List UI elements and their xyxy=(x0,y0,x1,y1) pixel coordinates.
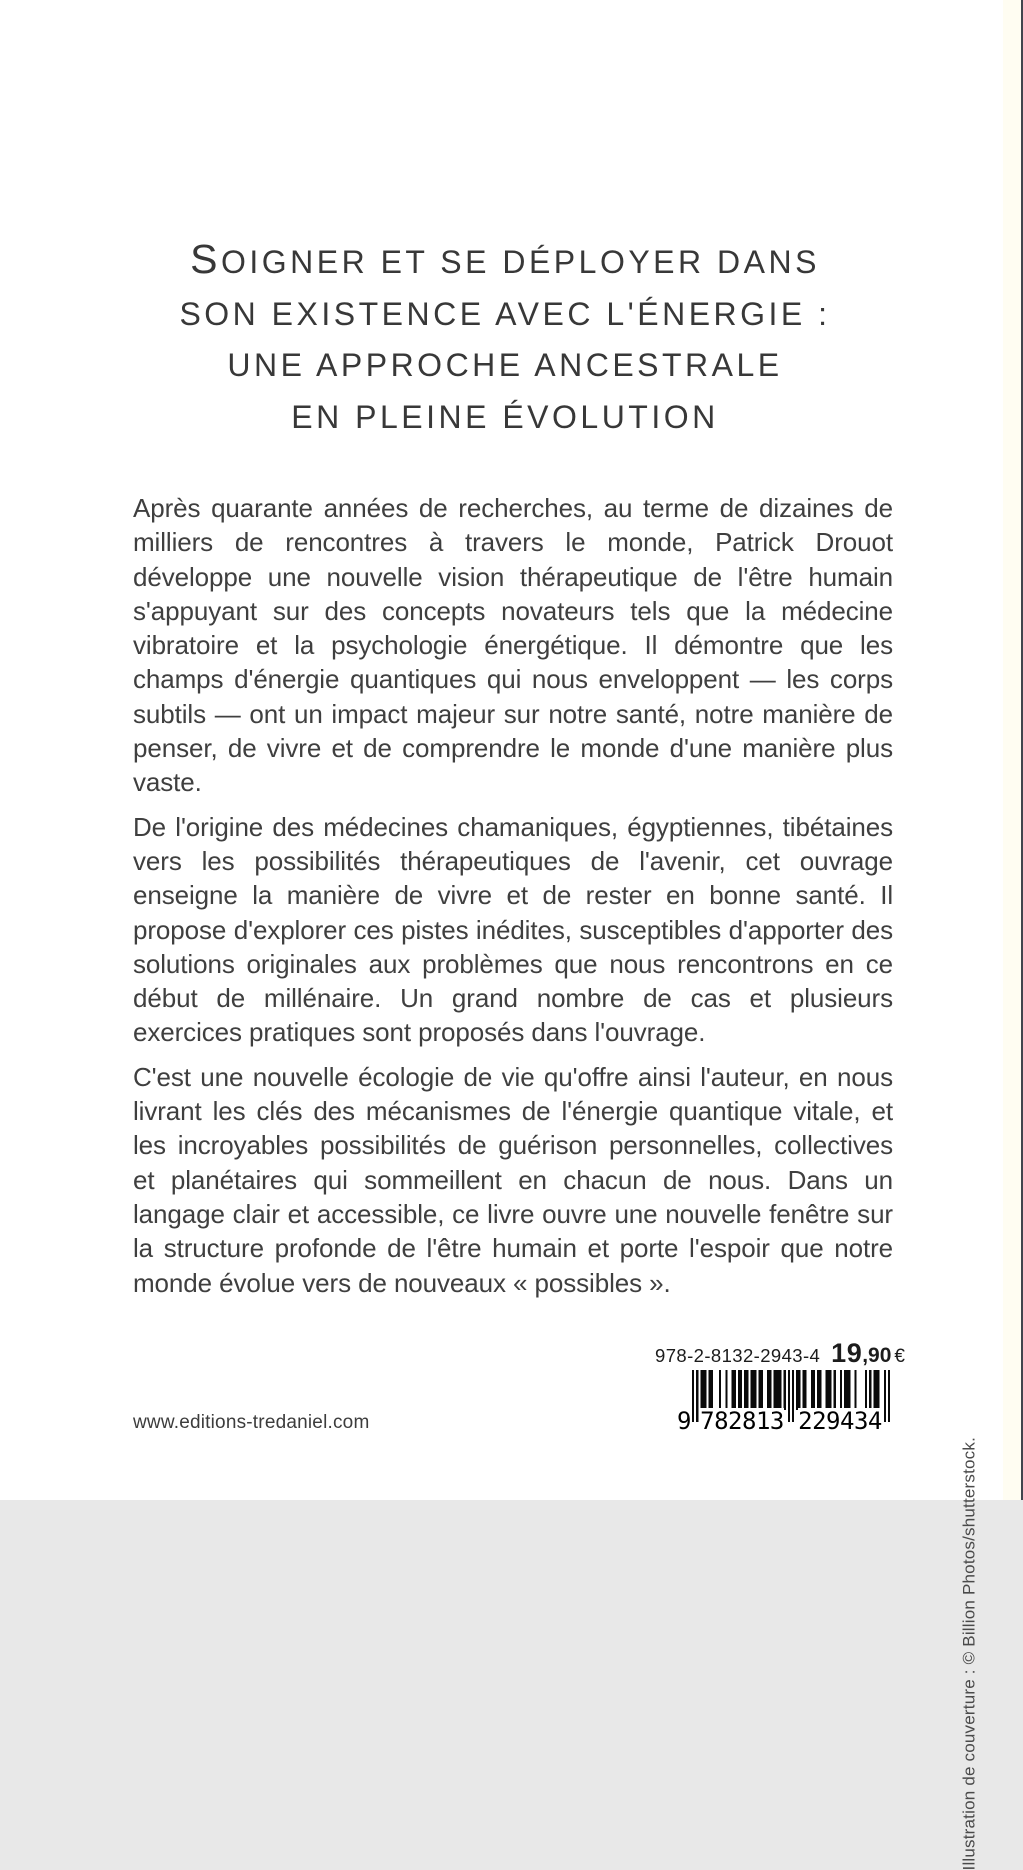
cover-illustration-credit: Illustration de couverture : © Billion Photos/shutterstock. xyxy=(959,1437,979,1870)
paragraph-2: De l'origine des médecines chamaniques, égyptiennes, tibétaines vers les possibilités thérapeutiques de l'avenir, cet ouvrage enseigne la manière de vivre et de rester en bonne santé. Il propose d'explorer ces pistes inédites, susceptibles d'apporter des solutions originales aux problèmes que nous rencontrons en ce début de millénaire. Un grand nombre de cas et plusieurs exercices pratiques sont proposés dans l'ouvrage. xyxy=(133,810,893,1050)
price xyxy=(831,1338,905,1369)
barcode xyxy=(677,1370,891,1434)
back-cover-text xyxy=(133,491,893,1310)
book-title xyxy=(0,234,1010,444)
title-lead-letter: S xyxy=(190,236,221,282)
isbn-price-row xyxy=(655,1338,905,1369)
title-line-1-text: OIGNER ET SE DÉPLOYER DANS xyxy=(221,244,820,280)
price-euros: 19 xyxy=(831,1338,862,1368)
publisher-website: www.editions-tredaniel.com xyxy=(133,1413,369,1434)
isbn-number: 978-2-8132-2943-4 xyxy=(655,1345,820,1367)
barcode-digits-left: 782813 xyxy=(700,1408,784,1434)
barcode-digits-right: 229434 xyxy=(798,1408,882,1434)
price-cents: ,90 xyxy=(862,1344,891,1367)
euro-sign: € xyxy=(894,1346,905,1367)
title-line-2: SON EXISTENCE AVEC L'ÉNERGIE : xyxy=(0,289,1010,341)
paragraph-3: C'est une nouvelle écologie de vie qu'offre ainsi l'auteur, en nous livrant les clés des mécanismes de l'énergie quantique vitale, et les incroyables possibilités de guérison personnelles, collectives et planétaires qui sommeillent en chacun de nous. Dans un langage clair et accessible, ce livre ouvre une nouvelle fenêtre sur la structure profonde de l'être humain et porte l'espoir que notre monde évolue vers de nouveaux « possibles ». xyxy=(133,1060,893,1300)
title-line-4: EN PLEINE ÉVOLUTION xyxy=(0,392,1010,444)
barcode-digit-first: 9 xyxy=(677,1408,691,1434)
title-line-3: UNE APPROCHE ANCESTRALE xyxy=(0,340,1010,392)
barcode-digits xyxy=(677,1408,891,1434)
scan-edge-tint xyxy=(1003,0,1021,1500)
paragraph-1: Après quarante années de recherches, au terme de dizaines de milliers de rencontres à travers le monde, Patrick Drouot développe une nouvelle vision thérapeutique de l'être humain s'appuyant sur des concepts novateurs tels que la médecine vibratoire et la psychologie énergétique. Il démontre que les champs d'énergie quantiques qui nous enveloppent — les corps subtils — ont un impact majeur sur notre santé, notre manière de penser, de vivre et de comprendre le monde d'une manière plus vaste. xyxy=(133,491,893,800)
title-line-1 xyxy=(0,234,1010,289)
